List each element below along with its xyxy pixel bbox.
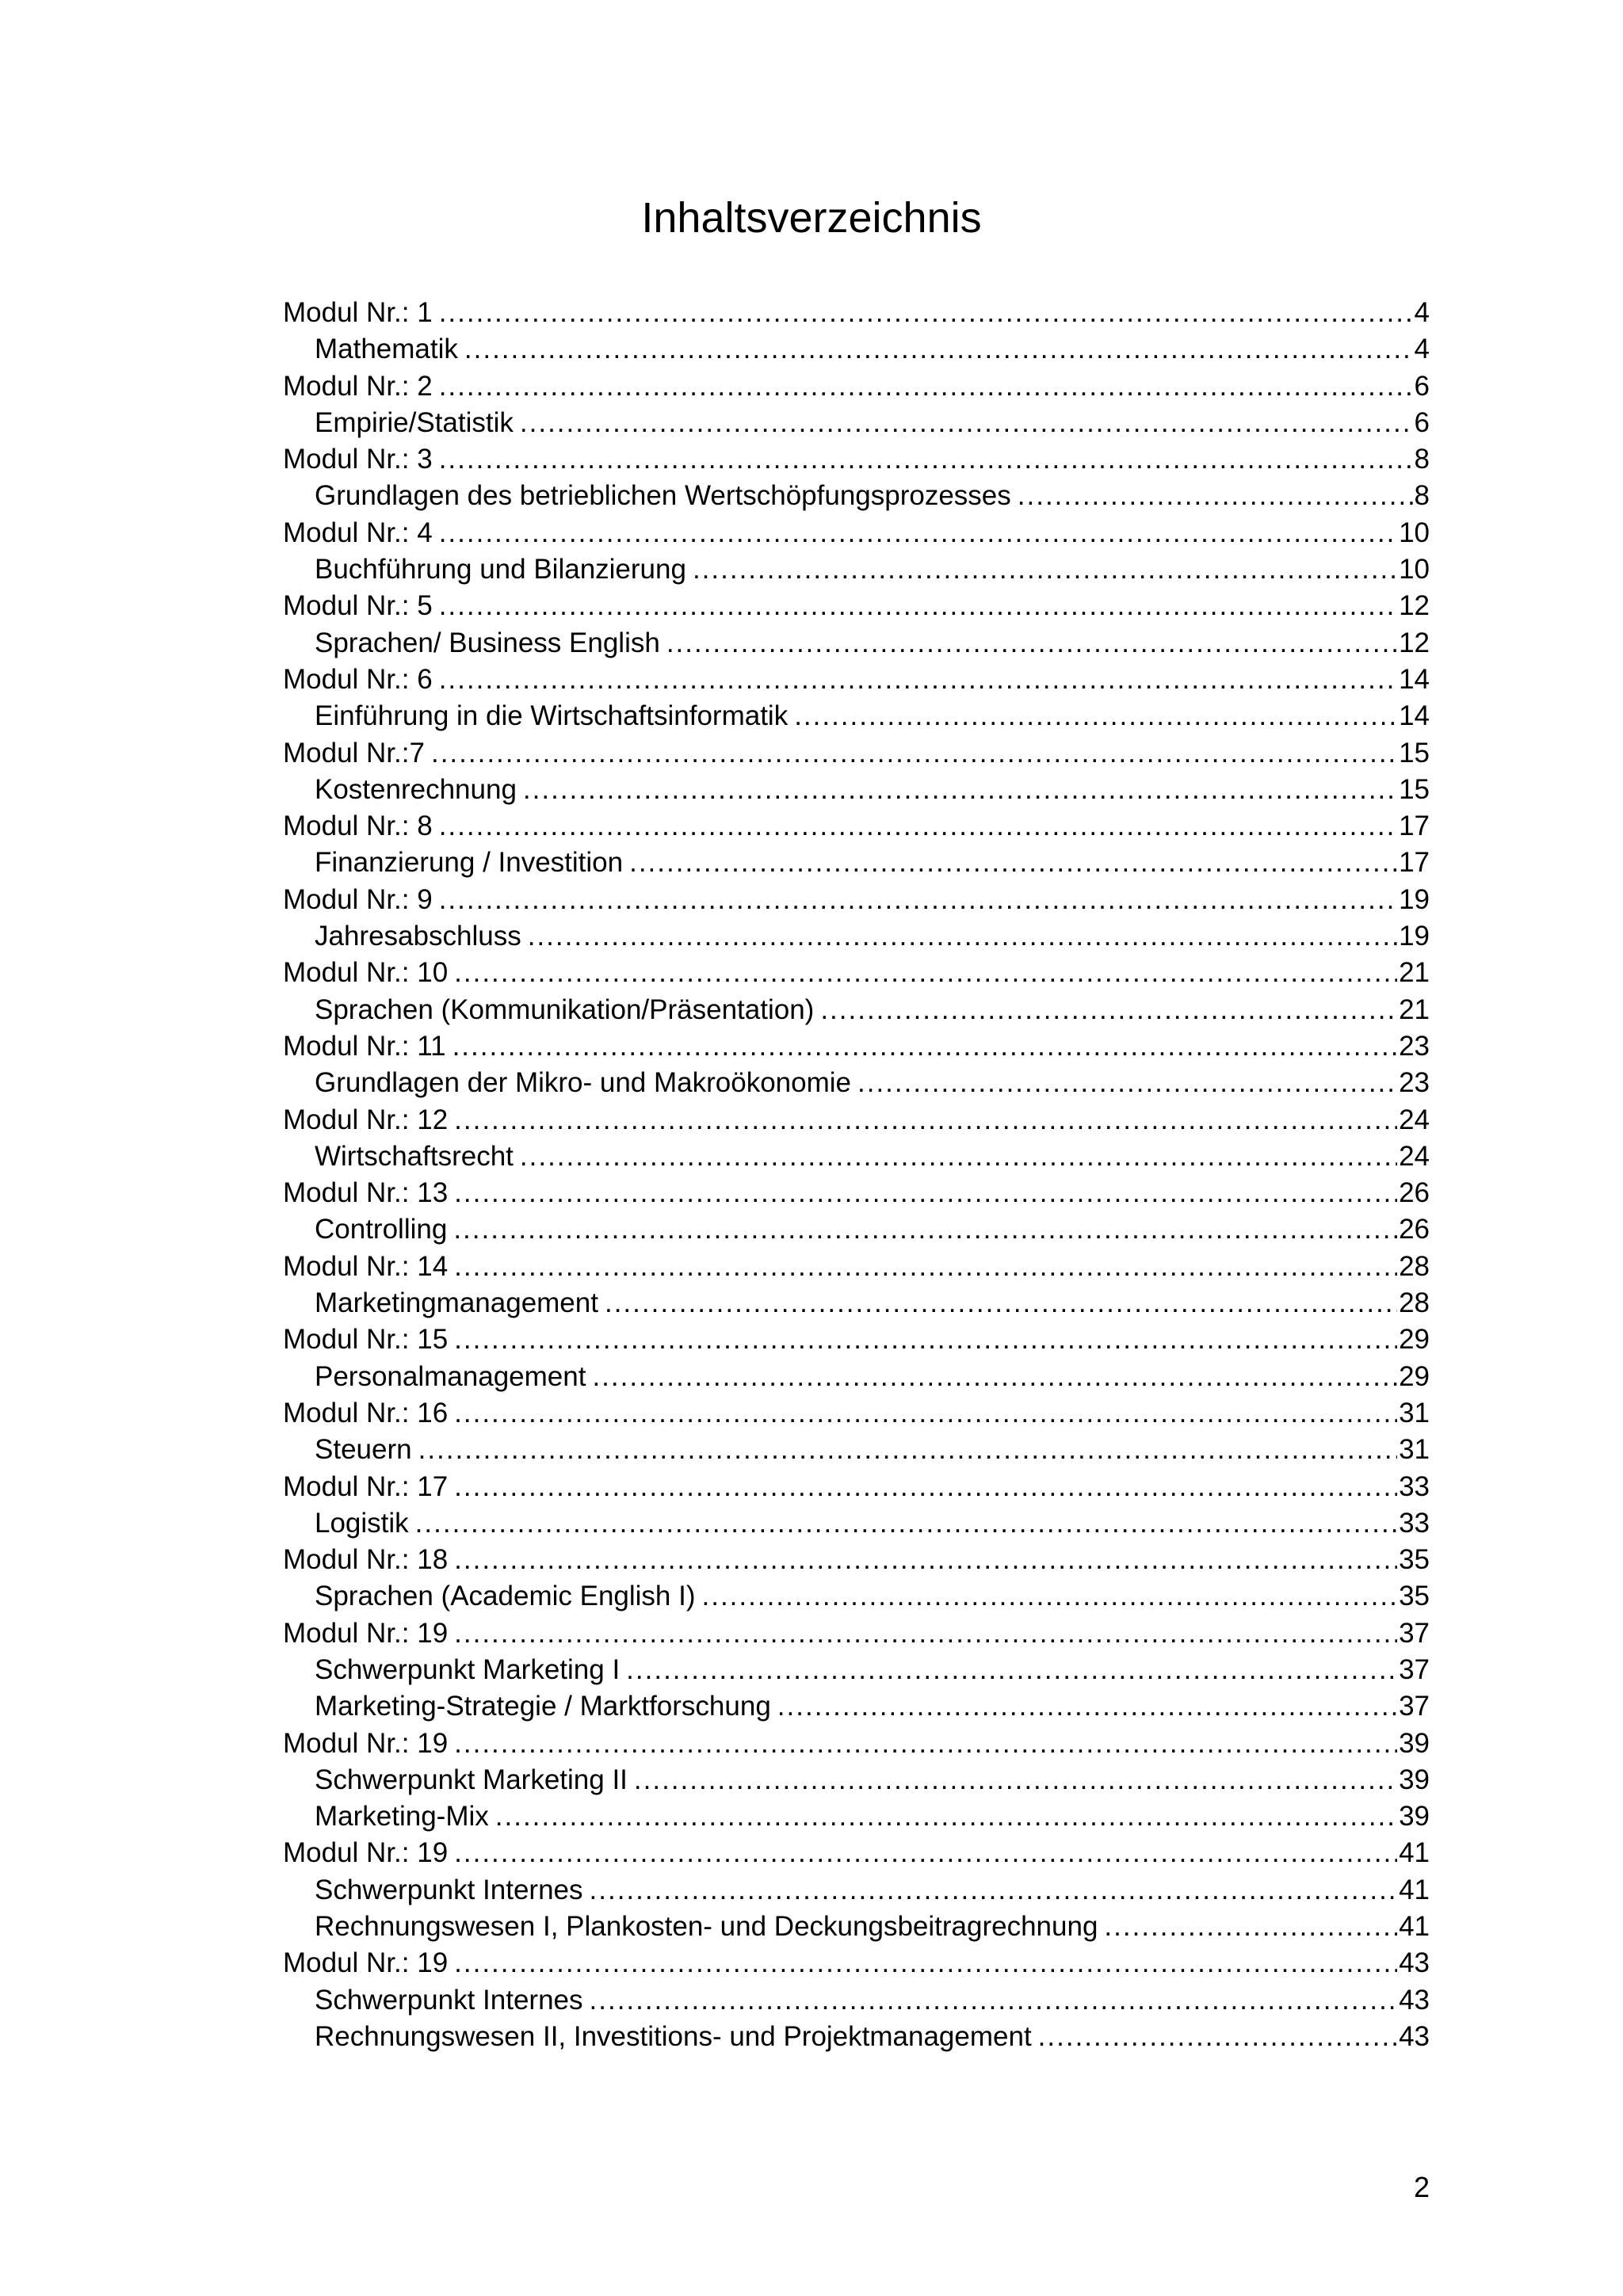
- toc-dot-leader: [626, 1652, 1397, 1688]
- toc-subentry[interactable]: [283, 2019, 1430, 2055]
- toc-entry-label: Grundlagen der Mikro- und Makroökonomie: [315, 1067, 851, 1099]
- toc-entry-page: 41: [1399, 1837, 1430, 1869]
- toc-subentry[interactable]: [283, 1652, 1430, 1688]
- toc-subentry[interactable]: [283, 1798, 1430, 1835]
- toc-entry-label: Schwerpunkt Internes: [315, 1984, 583, 2016]
- toc-subentry[interactable]: [283, 1211, 1430, 1248]
- table-of-contents: [283, 295, 1430, 2055]
- toc-dot-leader: [605, 1285, 1397, 1322]
- toc-entry-label: Modul Nr.: 17: [283, 1470, 449, 1502]
- toc-entry-page: 12: [1399, 627, 1430, 658]
- toc-entry-page: 26: [1399, 1177, 1430, 1209]
- toc-entry-label: Kostenrechnung: [315, 773, 517, 805]
- page-title: Inhaltsverzeichnis: [641, 194, 982, 242]
- toc-module-entry[interactable]: [283, 295, 1430, 331]
- toc-module-entry[interactable]: [283, 808, 1430, 845]
- toc-entry-page: 14: [1399, 663, 1430, 695]
- toc-dot-leader: [454, 1469, 1397, 1505]
- toc-entry-label: Modul Nr.: 1: [283, 297, 433, 328]
- toc-entry-page: 39: [1399, 1727, 1430, 1759]
- toc-entry-page: 8: [1414, 480, 1430, 512]
- toc-subentry[interactable]: [283, 625, 1430, 662]
- toc-entry-page: 37: [1399, 1653, 1430, 1685]
- toc-dot-leader: [439, 662, 1397, 698]
- toc-module-entry[interactable]: [283, 368, 1430, 405]
- toc-entry-page: 8: [1414, 444, 1430, 475]
- toc-subentry[interactable]: [283, 992, 1430, 1028]
- toc-entry-page: 6: [1414, 406, 1430, 438]
- toc-dot-leader: [454, 1615, 1397, 1652]
- toc-entry-page: 24: [1399, 1104, 1430, 1135]
- toc-entry-label: Marketing-Strategie / Marktforschung: [315, 1691, 771, 1722]
- toc-dot-leader: [1018, 478, 1413, 514]
- toc-dot-leader: [520, 405, 1413, 441]
- toc-dot-leader: [454, 1542, 1397, 1578]
- toc-dot-leader: [439, 368, 1413, 405]
- toc-entry-page: 31: [1399, 1397, 1430, 1428]
- toc-dot-leader: [528, 918, 1397, 955]
- toc-dot-leader: [523, 772, 1397, 808]
- toc-dot-leader: [439, 808, 1397, 845]
- toc-entry-page: 26: [1399, 1214, 1430, 1245]
- toc-subentry[interactable]: [283, 845, 1430, 881]
- toc-entry-label: Modul Nr.: 4: [283, 517, 433, 548]
- toc-module-entry[interactable]: [283, 1469, 1430, 1505]
- toc-subentry[interactable]: [283, 1982, 1430, 2019]
- toc-entry-page: 35: [1399, 1581, 1430, 1612]
- toc-entry-page: 39: [1399, 1764, 1430, 1795]
- toc-entry-page: 10: [1399, 517, 1430, 548]
- toc-dot-leader: [431, 735, 1397, 772]
- toc-entry-page: 15: [1399, 737, 1430, 769]
- toc-entry-page: 15: [1399, 773, 1430, 805]
- toc-entry-label: Modul Nr.: 19: [283, 1947, 449, 1979]
- toc-entry-label: Jahresabschluss: [315, 921, 521, 952]
- toc-entry-label: Marketing-Mix: [315, 1801, 489, 1833]
- toc-subentry[interactable]: [283, 772, 1430, 808]
- toc-module-entry[interactable]: [283, 515, 1430, 551]
- toc-module-entry[interactable]: [283, 1175, 1430, 1211]
- toc-module-entry[interactable]: [283, 662, 1430, 698]
- toc-entry-label: Wirtschaftsrecht: [315, 1140, 514, 1172]
- toc-subentry[interactable]: [283, 1578, 1430, 1615]
- toc-entry-label: Modul Nr.: 19: [283, 1837, 449, 1869]
- toc-subentry[interactable]: [283, 405, 1430, 441]
- toc-entry-page: 39: [1399, 1801, 1430, 1833]
- toc-dot-leader: [454, 955, 1397, 991]
- toc-subentry[interactable]: [283, 478, 1430, 514]
- toc-subentry[interactable]: [283, 1505, 1430, 1542]
- toc-entry-label: Modul Nr.:7: [283, 737, 425, 769]
- toc-dot-leader: [520, 1138, 1397, 1175]
- toc-entry-label: Modul Nr.: 19: [283, 1727, 449, 1759]
- toc-module-entry[interactable]: [283, 882, 1430, 918]
- toc-dot-leader: [702, 1578, 1398, 1615]
- toc-entry-page: 12: [1399, 590, 1430, 622]
- toc-subentry[interactable]: [283, 1762, 1430, 1798]
- toc-module-entry[interactable]: [283, 1102, 1430, 1138]
- toc-module-entry[interactable]: [283, 1028, 1430, 1065]
- toc-dot-leader: [439, 515, 1397, 551]
- toc-subentry[interactable]: [283, 918, 1430, 955]
- toc-entry-page: 33: [1399, 1507, 1430, 1539]
- toc-entry-label: Modul Nr.: 3: [283, 444, 433, 475]
- toc-entry-label: Modul Nr.: 19: [283, 1617, 449, 1649]
- toc-subentry[interactable]: [283, 1872, 1430, 1909]
- toc-dot-leader: [454, 1945, 1397, 1981]
- page-number: 2: [1413, 2171, 1430, 2203]
- toc-entry-label: Modul Nr.: 5: [283, 590, 433, 622]
- toc-entry-label: Sprachen/ Business English: [315, 627, 660, 658]
- toc-module-entry[interactable]: [283, 588, 1430, 624]
- toc-dot-leader: [454, 1175, 1397, 1211]
- toc-entry-label: Mathematik: [315, 334, 458, 365]
- toc-entry-label: Rechnungswesen I, Plankosten- und Deckungsbeitragrechnung: [315, 1911, 1098, 1943]
- toc-dot-leader: [1038, 2019, 1397, 2055]
- toc-entry-label: Modul Nr.: 12: [283, 1104, 449, 1135]
- toc-subentry[interactable]: [283, 1065, 1430, 1101]
- toc-entry-page: 35: [1399, 1544, 1430, 1576]
- toc-module-entry[interactable]: [283, 1249, 1430, 1285]
- toc-dot-leader: [439, 588, 1397, 624]
- toc-entry-label: Personalmanagement: [315, 1360, 586, 1392]
- toc-dot-leader: [454, 1726, 1397, 1762]
- toc-entry-page: 19: [1399, 921, 1430, 952]
- toc-entry-label: Modul Nr.: 14: [283, 1250, 449, 1282]
- toc-dot-leader: [590, 1872, 1398, 1909]
- toc-entry-page: 17: [1399, 810, 1430, 842]
- toc-entry-label: Sprachen (Kommunikation/Präsentation): [315, 994, 815, 1025]
- toc-subentry[interactable]: [283, 551, 1430, 588]
- toc-dot-leader: [453, 1028, 1398, 1065]
- toc-subentry[interactable]: [283, 1688, 1430, 1725]
- toc-entry-label: Grundlagen des betrieblichen Wertschöpfungsprozesses: [315, 480, 1011, 512]
- toc-dot-leader: [464, 331, 1413, 368]
- toc-entry-page: 4: [1414, 297, 1430, 328]
- toc-entry-page: 37: [1399, 1691, 1430, 1722]
- toc-entry-label: Sprachen (Academic English I): [315, 1581, 696, 1612]
- toc-dot-leader: [590, 1982, 1398, 2019]
- toc-entry-page: 29: [1399, 1324, 1430, 1356]
- toc-module-entry[interactable]: [283, 1542, 1430, 1578]
- toc-dot-leader: [415, 1505, 1397, 1542]
- toc-entry-label: Controlling: [315, 1214, 448, 1245]
- toc-subentry[interactable]: [283, 331, 1430, 368]
- toc-entry-page: 23: [1399, 1030, 1430, 1062]
- toc-entry-label: Buchführung und Bilanzierung: [315, 554, 686, 585]
- toc-dot-leader: [634, 1762, 1397, 1798]
- toc-dot-leader: [454, 1102, 1397, 1138]
- toc-entry-label: Modul Nr.: 9: [283, 883, 433, 915]
- toc-entry-label: Finanzierung / Investition: [315, 847, 624, 879]
- toc-entry-label: Modul Nr.: 18: [283, 1544, 449, 1576]
- toc-entry-page: 43: [1399, 2020, 1430, 2052]
- toc-module-entry[interactable]: [283, 955, 1430, 991]
- toc-dot-leader: [439, 295, 1413, 331]
- toc-entry-page: 24: [1399, 1140, 1430, 1172]
- toc-entry-page: 21: [1399, 957, 1430, 989]
- toc-entry-label: Einführung in die Wirtschaftsinformatik: [315, 700, 789, 732]
- toc-dot-leader: [454, 1322, 1397, 1358]
- toc-entry-label: Modul Nr.: 11: [283, 1030, 446, 1062]
- toc-entry-page: 37: [1399, 1617, 1430, 1649]
- toc-entry-page: 41: [1399, 1874, 1430, 1905]
- toc-dot-leader: [453, 1211, 1397, 1248]
- toc-subentry[interactable]: [283, 698, 1430, 734]
- toc-dot-leader: [439, 882, 1397, 918]
- toc-subentry[interactable]: [283, 1359, 1430, 1395]
- toc-entry-page: 23: [1399, 1067, 1430, 1099]
- toc-entry-label: Modul Nr.: 13: [283, 1177, 449, 1209]
- toc-dot-leader: [777, 1688, 1397, 1725]
- toc-entry-page: 41: [1399, 1911, 1430, 1943]
- toc-dot-leader: [454, 1249, 1397, 1285]
- toc-entry-page: 4: [1414, 334, 1430, 365]
- toc-entry-page: 43: [1399, 1947, 1430, 1979]
- toc-module-entry[interactable]: [283, 1395, 1430, 1432]
- toc-dot-leader: [794, 698, 1397, 734]
- toc-module-entry[interactable]: [283, 441, 1430, 478]
- toc-dot-leader: [454, 1835, 1397, 1871]
- toc-entry-page: 10: [1399, 554, 1430, 585]
- toc-module-entry[interactable]: [283, 1322, 1430, 1358]
- toc-dot-leader: [820, 992, 1397, 1028]
- toc-subentry[interactable]: [283, 1285, 1430, 1322]
- toc-entry-page: 43: [1399, 1984, 1430, 2016]
- toc-module-entry[interactable]: [283, 735, 1430, 772]
- toc-entry-label: Schwerpunkt Marketing II: [315, 1764, 628, 1795]
- toc-entry-page: 14: [1399, 700, 1430, 732]
- toc-dot-leader: [495, 1798, 1397, 1835]
- toc-dot-leader: [693, 551, 1397, 588]
- toc-module-entry[interactable]: [283, 1726, 1430, 1762]
- toc-entry-page: 31: [1399, 1434, 1430, 1466]
- toc-subentry[interactable]: [283, 1432, 1430, 1468]
- toc-module-entry[interactable]: [283, 1945, 1430, 1981]
- toc-entry-label: Modul Nr.: 2: [283, 370, 433, 402]
- toc-dot-leader: [454, 1395, 1397, 1432]
- toc-entry-label: Marketingmanagement: [315, 1287, 598, 1319]
- toc-entry-page: 28: [1399, 1287, 1430, 1319]
- toc-entry-label: Modul Nr.: 8: [283, 810, 433, 842]
- toc-entry-label: Steuern: [315, 1434, 412, 1466]
- toc-subentry[interactable]: [283, 1138, 1430, 1175]
- toc-dot-leader: [857, 1065, 1397, 1101]
- toc-module-entry[interactable]: [283, 1615, 1430, 1652]
- toc-entry-page: 21: [1399, 994, 1430, 1025]
- toc-entry-page: 17: [1399, 847, 1430, 879]
- toc-dot-leader: [418, 1432, 1397, 1468]
- toc-entry-page: 29: [1399, 1360, 1430, 1392]
- toc-entry-page: 33: [1399, 1470, 1430, 1502]
- toc-entry-page: 6: [1414, 370, 1430, 402]
- toc-entry-label: Modul Nr.: 6: [283, 663, 433, 695]
- toc-dot-leader: [629, 845, 1397, 881]
- toc-entry-page: 19: [1399, 883, 1430, 915]
- toc-entry-label: Rechnungswesen II, Investitions- und Projektmanagement: [315, 2020, 1032, 2052]
- toc-module-entry[interactable]: [283, 1835, 1430, 1871]
- toc-entry-label: Schwerpunkt Marketing I: [315, 1653, 621, 1685]
- toc-subentry[interactable]: [283, 1909, 1430, 1945]
- toc-entry-label: Schwerpunkt Internes: [315, 1874, 583, 1905]
- toc-dot-leader: [592, 1359, 1397, 1395]
- toc-entry-label: Logistik: [315, 1507, 409, 1539]
- toc-dot-leader: [439, 441, 1413, 478]
- toc-entry-label: Modul Nr.: 15: [283, 1324, 449, 1356]
- toc-dot-leader: [1104, 1909, 1397, 1945]
- toc-entry-page: 28: [1399, 1250, 1430, 1282]
- toc-dot-leader: [666, 625, 1397, 662]
- toc-entry-label: Modul Nr.: 10: [283, 957, 449, 989]
- toc-entry-label: Empirie/Statistik: [315, 406, 514, 438]
- toc-entry-label: Modul Nr.: 16: [283, 1397, 449, 1428]
